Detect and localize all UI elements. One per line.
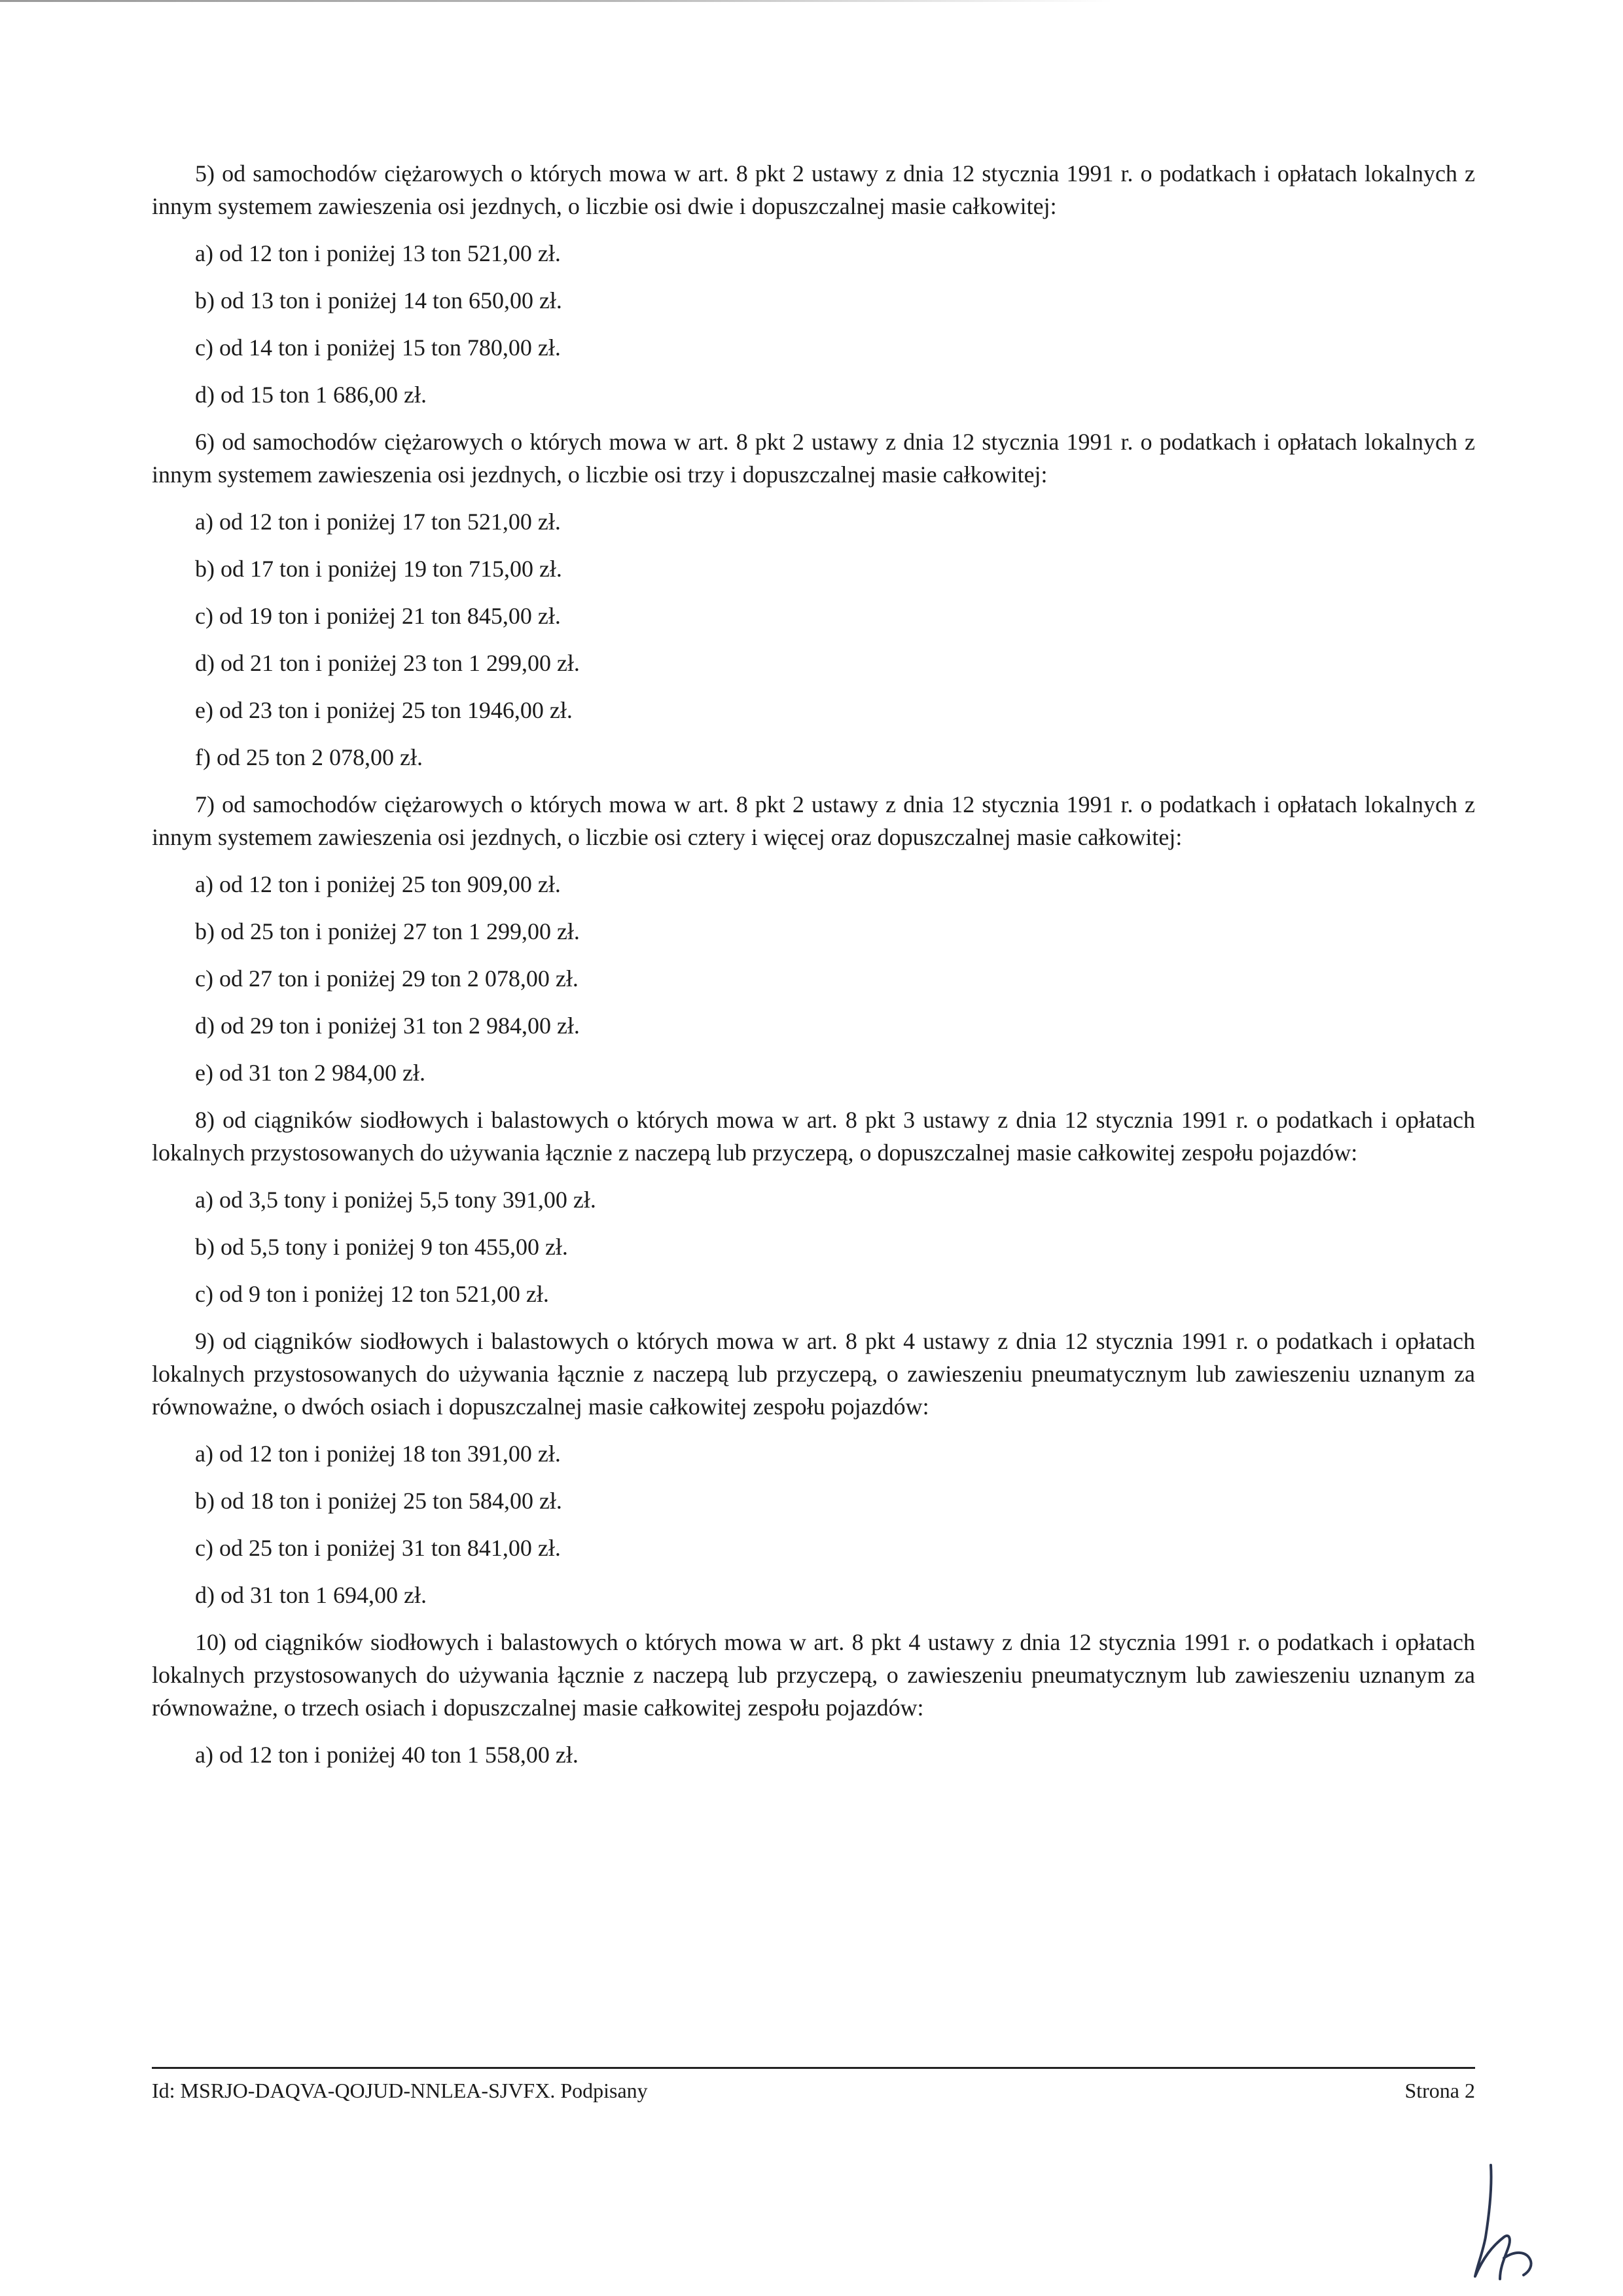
list-item: b) od 13 ton i poniżej 14 ton 650,00 zł. bbox=[195, 287, 562, 314]
list-item: d) od 21 ton i poniżej 23 ton 1 299,00 zł. bbox=[195, 650, 580, 676]
list-item: b) od 5,5 tony i poniżej 9 ton 455,00 zł. bbox=[195, 1234, 568, 1260]
list-item: c) od 9 ton i poniżej 12 ton 521,00 zł. bbox=[195, 1281, 549, 1307]
list-item: f) od 25 ton 2 078,00 zł. bbox=[195, 744, 423, 770]
section-9 bbox=[152, 1325, 1475, 1611]
list-item: a) od 12 ton i poniżej 40 ton 1 558,00 zł. bbox=[195, 1742, 579, 1768]
list-item: d) od 15 ton 1 686,00 zł. bbox=[195, 382, 427, 408]
list-item: c) od 27 ton i poniżej 29 ton 2 078,00 zł. bbox=[195, 965, 579, 992]
list-item: c) od 14 ton i poniżej 15 ton 780,00 zł. bbox=[195, 334, 561, 361]
section-intro: 6) od samochodów ciężarowych o których mowa w art. 8 pkt 2 ustawy z dnia 12 stycznia 1991 r. o podatkach i opłatach lokalnych z innym systemem zawieszenia osi jezdnych, o liczbie osi trzy i dopuszczalnej masie całkowitej: bbox=[152, 429, 1475, 488]
list-item: a) od 3,5 tony i poniżej 5,5 tony 391,00 zł. bbox=[195, 1187, 596, 1213]
list-item: b) od 18 ton i poniżej 25 ton 584,00 zł. bbox=[195, 1488, 562, 1514]
list-item: a) od 12 ton i poniżej 25 ton 909,00 zł. bbox=[195, 871, 561, 897]
section-6 bbox=[152, 425, 1475, 774]
list-item: e) od 23 ton i poniżej 25 ton 1946,00 zł. bbox=[195, 697, 573, 723]
document-body bbox=[152, 157, 1475, 1785]
list-item: c) od 19 ton i poniżej 21 ton 845,00 zł. bbox=[195, 603, 561, 629]
scan-edge-line bbox=[0, 0, 1113, 2]
section-intro: 9) od ciągników siodłowych i balastowych o których mowa w art. 8 pkt 4 ustawy z dnia 12 stycznia 1991 r. o podatkach i opłatach lokalnych przystosowanych do używania łącznie z naczepą lub przyczepą, o zawieszeniu pneumatycznym lub zawieszeniu uznanym za równoważne, o dwóch osiach i dopuszczalnej masie całkowitej zespołu pojazdów: bbox=[152, 1328, 1475, 1420]
list-item: a) od 12 ton i poniżej 18 ton 391,00 zł. bbox=[195, 1441, 561, 1467]
page-number: Strona 2 bbox=[1404, 2079, 1475, 2102]
list-item: e) od 31 ton 2 984,00 zł. bbox=[195, 1060, 425, 1086]
section-intro: 8) od ciągników siodłowych i balastowych o których mowa w art. 8 pkt 3 ustawy z dnia 12 stycznia 1991 r. o podatkach i opłatach lokalnych przystosowanych do używania łącznie z naczepą lub przyczepą, o dopuszczalnej masie całkowitej zespołu pojazdów: bbox=[152, 1107, 1475, 1166]
handwritten-initials bbox=[1466, 2160, 1558, 2284]
section-10 bbox=[152, 1626, 1475, 1771]
list-item: b) od 17 ton i poniżej 19 ton 715,00 zł. bbox=[195, 556, 562, 582]
section-intro: 7) od samochodów ciężarowych o których mowa w art. 8 pkt 2 ustawy z dnia 12 stycznia 1991 r. o podatkach i opłatach lokalnych z innym systemem zawieszenia osi jezdnych, o liczbie osi cztery i więcej oraz dopuszczalnej masie całkowitej: bbox=[152, 791, 1475, 850]
list-item: b) od 25 ton i poniżej 27 ton 1 299,00 zł. bbox=[195, 918, 580, 944]
document-id: Id: MSRJO-DAQVA-QOJUD-NNLEA-SJVFX. Podpisany bbox=[152, 2079, 648, 2102]
section-intro: 5) od samochodów ciężarowych o których mowa w art. 8 pkt 2 ustawy z dnia 12 stycznia 1991 r. o podatkach i opłatach lokalnych z innym systemem zawieszenia osi jezdnych, o liczbie osi dwie i dopuszczalnej masie całkowitej: bbox=[152, 160, 1475, 219]
section-5 bbox=[152, 157, 1475, 411]
list-item: d) od 31 ton 1 694,00 zł. bbox=[195, 1582, 427, 1608]
list-item: a) od 12 ton i poniżej 17 ton 521,00 zł. bbox=[195, 509, 561, 535]
list-item: d) od 29 ton i poniżej 31 ton 2 984,00 zł. bbox=[195, 1013, 580, 1039]
section-8 bbox=[152, 1103, 1475, 1310]
list-item: a) od 12 ton i poniżej 13 ton 521,00 zł. bbox=[195, 240, 561, 266]
footer-divider bbox=[152, 2067, 1475, 2069]
section-intro: 10) od ciągników siodłowych i balastowych o których mowa w art. 8 pkt 4 ustawy z dnia 12 stycznia 1991 r. o podatkach i opłatach lokalnych przystosowanych do używania łącznie z naczepą lub przyczepą, o zawieszeniu pneumatycznym lub zawieszeniu uznanym za równoważne, o trzech osiach i dopuszczalnej masie całkowitej zespołu pojazdów: bbox=[152, 1629, 1475, 1721]
list-item: c) od 25 ton i poniżej 31 ton 841,00 zł. bbox=[195, 1535, 561, 1561]
section-7 bbox=[152, 788, 1475, 1089]
